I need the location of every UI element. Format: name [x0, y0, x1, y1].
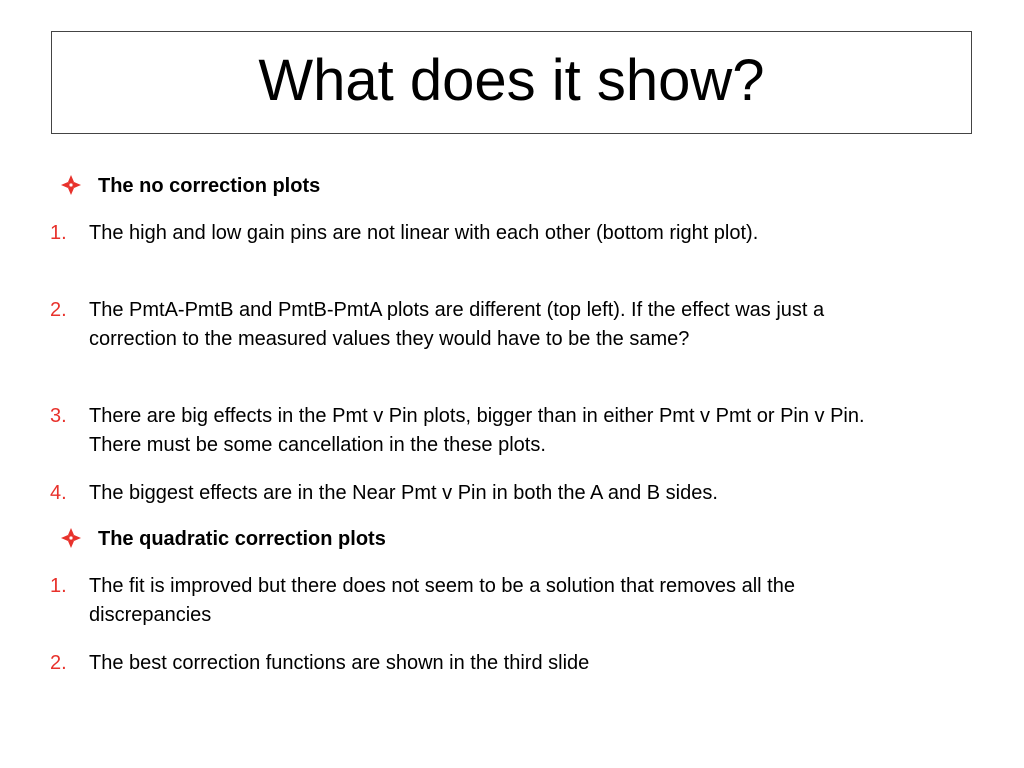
diamond-bullet-icon [60, 174, 82, 196]
section-heading: The no correction plots [98, 175, 321, 197]
list-number: 3. [50, 405, 67, 427]
list-number: 1. [50, 575, 67, 597]
section-heading-row [60, 173, 960, 199]
list-number: 2. [50, 299, 67, 321]
section-heading-row [60, 526, 960, 552]
list-item-text: The biggest effects are in the Near Pmt v Pin in both the A and B sides. [89, 482, 718, 504]
list-item-text: There are big effects in the Pmt v Pin plots, bigger than in either Pmt v Pmt or Pin v Pin. There must be some cancellation in the these plots. [89, 405, 865, 456]
list-item-text: The high and low gain pins are not linear with each other (bottom right plot). [89, 222, 759, 244]
section-no-correction [60, 173, 960, 199]
list-item-text: The PmtA-PmtB and PmtB-PmtA plots are different (top left). If the effect was just a correction to the measured values they would have to be the same? [89, 299, 825, 350]
list-number: 1. [50, 222, 67, 244]
list-number: 2. [50, 652, 67, 674]
section-heading: The quadratic correction plots [98, 528, 386, 550]
section-quadratic-correction [60, 526, 960, 552]
list-number: 4. [50, 482, 67, 504]
list-item-text: The best correction functions are shown in the third slide [89, 652, 590, 674]
slide-title: What does it show? [258, 47, 765, 113]
list-item-text: The fit is improved but there does not seem to be a solution that removes all the discrepancies [89, 575, 795, 626]
diamond-bullet-icon [60, 527, 82, 549]
